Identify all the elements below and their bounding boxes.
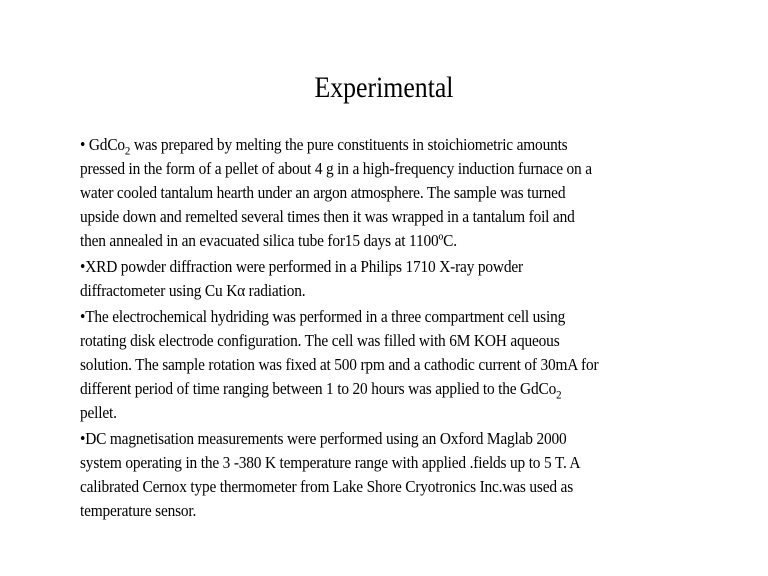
text-line: diffractometer using Cu Kα radiation. bbox=[80, 281, 306, 300]
paragraph-electrochemical-hydriding bbox=[80, 305, 768, 425]
text-line: upside down and remelted several times then it was wrapped in a tantalum foil and bbox=[80, 207, 575, 226]
text-line: •DC magnetisation measurements were performed using an Oxford Maglab 2000 bbox=[80, 429, 567, 448]
text-line: pressed in the form of a pellet of about 4 g in a high-frequency induction furnace on a bbox=[80, 159, 592, 178]
text-line bbox=[80, 377, 768, 401]
slide-title: Experimental bbox=[314, 71, 454, 104]
text-line: temperature sensor. bbox=[80, 501, 197, 520]
text-line: •XRD powder diffraction were performed in a Philips 1710 X-ray powder bbox=[80, 257, 523, 276]
text-run: • Gd bbox=[80, 135, 108, 154]
subscript: 2 bbox=[556, 387, 562, 402]
text-run: different period of time ranging between 1 to 20 hours was applied to the GdCo bbox=[80, 379, 557, 398]
text-line: system operating in the 3 -380 K temperature range with applied .fields up to 5 T. A bbox=[80, 453, 581, 472]
paragraph-dc-magnetisation bbox=[80, 427, 768, 523]
text-line: solution. The sample rotation was fixed at 500 rpm and a cathodic current of 30mA for bbox=[80, 355, 599, 374]
text-line: water cooled tantalum hearth under an argon atmosphere. The sample was turned bbox=[80, 183, 566, 202]
text-run: was prepared by melting the pure constituents in stoichiometric amounts bbox=[130, 135, 568, 154]
text-line bbox=[80, 133, 768, 157]
subscript: 2 bbox=[124, 143, 131, 158]
text-line: then annealed in an evacuated silica tube for15 days at 1100ºC. bbox=[80, 231, 457, 250]
text-line: rotating disk electrode configuration. The cell was filled with 6M KOH aqueous bbox=[80, 331, 560, 350]
text-line: calibrated Cernox type thermometer from Lake Shore Cryotronics Inc.was used as bbox=[80, 477, 573, 496]
text-line: pellet. bbox=[80, 403, 117, 422]
paragraph-xrd bbox=[80, 255, 768, 303]
text-line: •The electrochemical hydriding was performed in a three compartment cell using bbox=[80, 307, 566, 326]
slide-body bbox=[80, 133, 768, 525]
paragraph-sample-preparation bbox=[80, 133, 768, 253]
text-run: Co bbox=[107, 135, 125, 154]
